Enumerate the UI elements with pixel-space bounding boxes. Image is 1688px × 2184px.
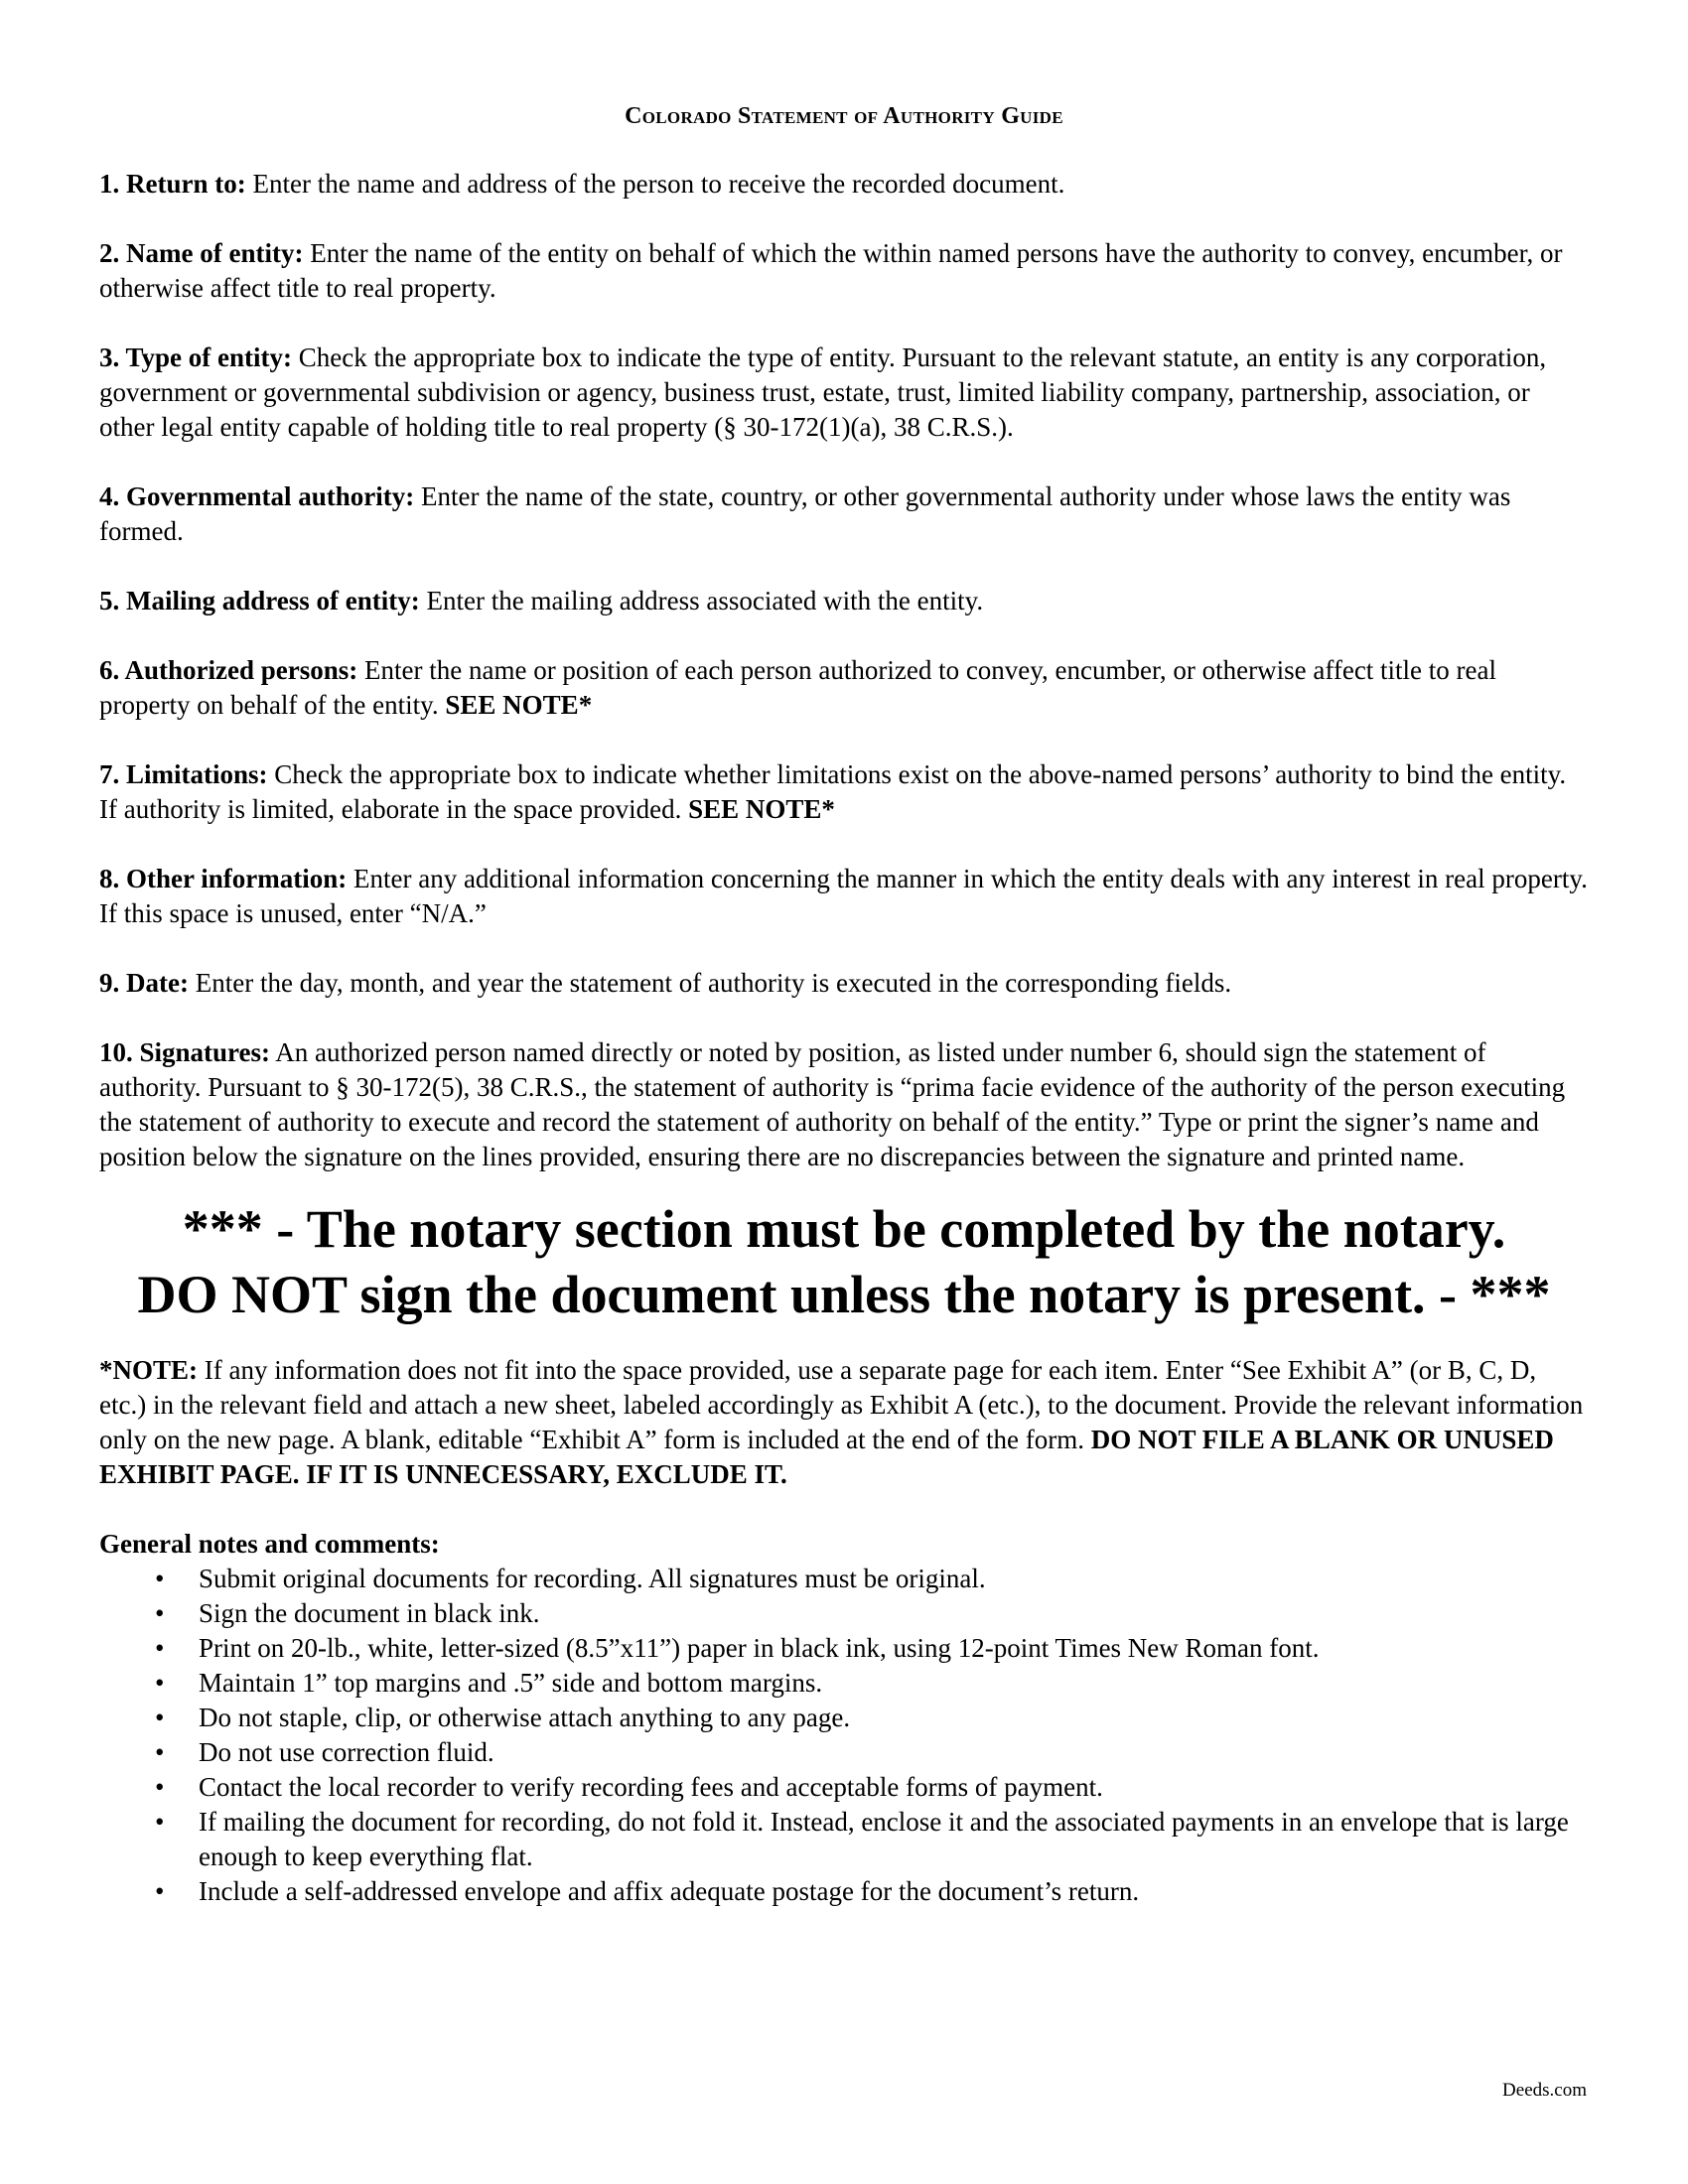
list-item xyxy=(99,1805,1589,1874)
note-label: *NOTE: xyxy=(99,1355,199,1385)
bullet-icon: • xyxy=(155,1668,165,1698)
bullet-icon: • xyxy=(155,1633,165,1663)
item-text: Enter any additional information concerning the manner in which the entity deals with any interest in real property. If this space is unused, enter “N/A.” xyxy=(99,864,1588,928)
guide-item-mailing-address xyxy=(99,584,1589,618)
bullet-icon: • xyxy=(155,1564,165,1593)
item-text: Enter the day, month, and year the statement of authority is executed in the corresponding fields. xyxy=(188,968,1232,998)
item-text: Enter the name and address of the person to receive the recorded document. xyxy=(245,169,1065,199)
item-label: 4. Governmental authority: xyxy=(99,481,415,511)
list-item xyxy=(99,1596,1589,1631)
bullet-icon: • xyxy=(155,1876,165,1906)
page-title: Colorado Statement of Authority Guide xyxy=(625,103,1063,129)
item-label: 9. Date: xyxy=(99,968,189,998)
list-item-text: Print on 20-lb., white, letter-sized (8.5”x11”) paper in black ink, using 12-point Times New Roman font. xyxy=(199,1633,1320,1663)
general-notes-list xyxy=(99,1562,1589,1909)
bullet-icon: • xyxy=(155,1598,165,1628)
list-item-text: If mailing the document for recording, do not fold it. Instead, enclose it and the associated payments in an envelope that is large enough to keep everything flat. xyxy=(199,1807,1569,1871)
guide-item-signatures xyxy=(99,1035,1589,1174)
list-item-text: Include a self-addressed envelope and affix adequate postage for the document’s return. xyxy=(199,1876,1140,1906)
guide-item-date xyxy=(99,966,1589,1001)
list-item-text: Maintain 1” top margins and .5” side and bottom margins. xyxy=(199,1668,823,1698)
list-item xyxy=(99,1631,1589,1666)
item-label: 1. Return to: xyxy=(99,169,246,199)
bullet-icon: • xyxy=(155,1807,165,1837)
notary-warning-line-2: DO NOT sign the document unless the notary is present. - *** xyxy=(137,1265,1551,1324)
list-item-text: Do not use correction fluid. xyxy=(199,1737,494,1767)
footer-brand: Deeds.com xyxy=(1502,2080,1587,2101)
note-text: If any information does not fit into the space provided, use a separate page for each item. Enter “See Exhibit A” (or B, C, D, etc.) in the relevant field and attach a new sheet, labeled accordingly as Exhibit A (etc.), to the document. Provide the relevant information only on the new page. A blank, editable “Exhibit A” form is included at the end of the form. xyxy=(99,1355,1584,1454)
note-warning: DO NOT FILE A BLANK OR UNUSED EXHIBIT PAGE. IF IT IS UNNECESSARY, EXCLUDE IT. xyxy=(99,1425,1554,1489)
item-label: 6. Authorized persons: xyxy=(99,655,358,685)
guide-item-return-to xyxy=(99,167,1589,202)
list-item xyxy=(99,1562,1589,1596)
list-item xyxy=(99,1666,1589,1701)
notary-warning xyxy=(99,1196,1589,1327)
list-item xyxy=(99,1770,1589,1805)
guide-item-type-of-entity xyxy=(99,341,1589,445)
bullet-icon: • xyxy=(155,1703,165,1732)
item-label: 10. Signatures: xyxy=(99,1037,271,1067)
general-notes-heading: General notes and comments: xyxy=(99,1529,440,1559)
item-text: Check the appropriate box to indicate whether limitations exist on the above-named persons’ authority to bind the entity. If authority is limited, elaborate in the space provided. xyxy=(99,759,1567,824)
see-note-ref: SEE NOTE* xyxy=(688,794,835,824)
item-label: 8. Other information: xyxy=(99,864,348,893)
list-item-text: Do not staple, clip, or otherwise attach anything to any page. xyxy=(199,1703,851,1732)
item-label: 2. Name of entity: xyxy=(99,238,304,268)
bullet-icon: • xyxy=(155,1737,165,1767)
list-item xyxy=(99,1701,1589,1735)
exhibit-note xyxy=(99,1353,1589,1492)
item-label: 7. Limitations: xyxy=(99,759,268,789)
list-item-text: Submit original documents for recording. All signatures must be original. xyxy=(199,1564,986,1593)
guide-item-authorized-persons xyxy=(99,653,1589,723)
list-item xyxy=(99,1735,1589,1770)
item-label: 5. Mailing address of entity: xyxy=(99,586,420,615)
list-item-text: Sign the document in black ink. xyxy=(199,1598,540,1628)
list-item-text: Contact the local recorder to verify recording fees and acceptable forms of payment. xyxy=(199,1772,1103,1802)
guide-item-other-information xyxy=(99,862,1589,931)
list-item xyxy=(99,1874,1589,1909)
guide-item-limitations xyxy=(99,757,1589,827)
item-text: An authorized person named directly or noted by position, as listed under number 6, should sign the statement of authority. Pursuant to § 30-172(5), 38 C.R.S., the statement of authority is “prima facie evidence of the authority of the person executing the statement of authority to execute and record the statement of authority on behalf of the entity.” Type or print the signer’s name and position below the signature on the lines provided, ensuring there are no discrepancies between the signature and printed name. xyxy=(99,1037,1566,1171)
document-body xyxy=(99,167,1589,1909)
guide-item-governmental-authority xyxy=(99,479,1589,549)
item-label: 3. Type of entity: xyxy=(99,342,292,372)
see-note-ref: SEE NOTE* xyxy=(445,690,593,720)
item-text: Check the appropriate box to indicate the type of entity. Pursuant to the relevant statute, an entity is any corporation, government or governmental subdivision or agency, business trust, estate, trust, limited liability company, partnership, association, or other legal entity capable of holding title to real property (§ 30-172(1)(a), 38 C.R.S.). xyxy=(99,342,1547,442)
item-text: Enter the name or position of each person authorized to convey, encumber, or otherwise affect title to real property on behalf of the entity. xyxy=(99,655,1497,720)
item-text: Enter the mailing address associated with the entity. xyxy=(419,586,984,615)
notary-warning-line-1: *** - The notary section must be completed by the notary. xyxy=(182,1199,1506,1259)
item-text: Enter the name of the state, country, or other governmental authority under whose laws the entity was formed. xyxy=(99,481,1511,546)
bullet-icon: • xyxy=(155,1772,165,1802)
item-text: Enter the name of the entity on behalf of which the within named persons have the authority to convey, encumber, or otherwise affect title to real property. xyxy=(99,238,1563,303)
guide-item-name-of-entity xyxy=(99,236,1589,306)
